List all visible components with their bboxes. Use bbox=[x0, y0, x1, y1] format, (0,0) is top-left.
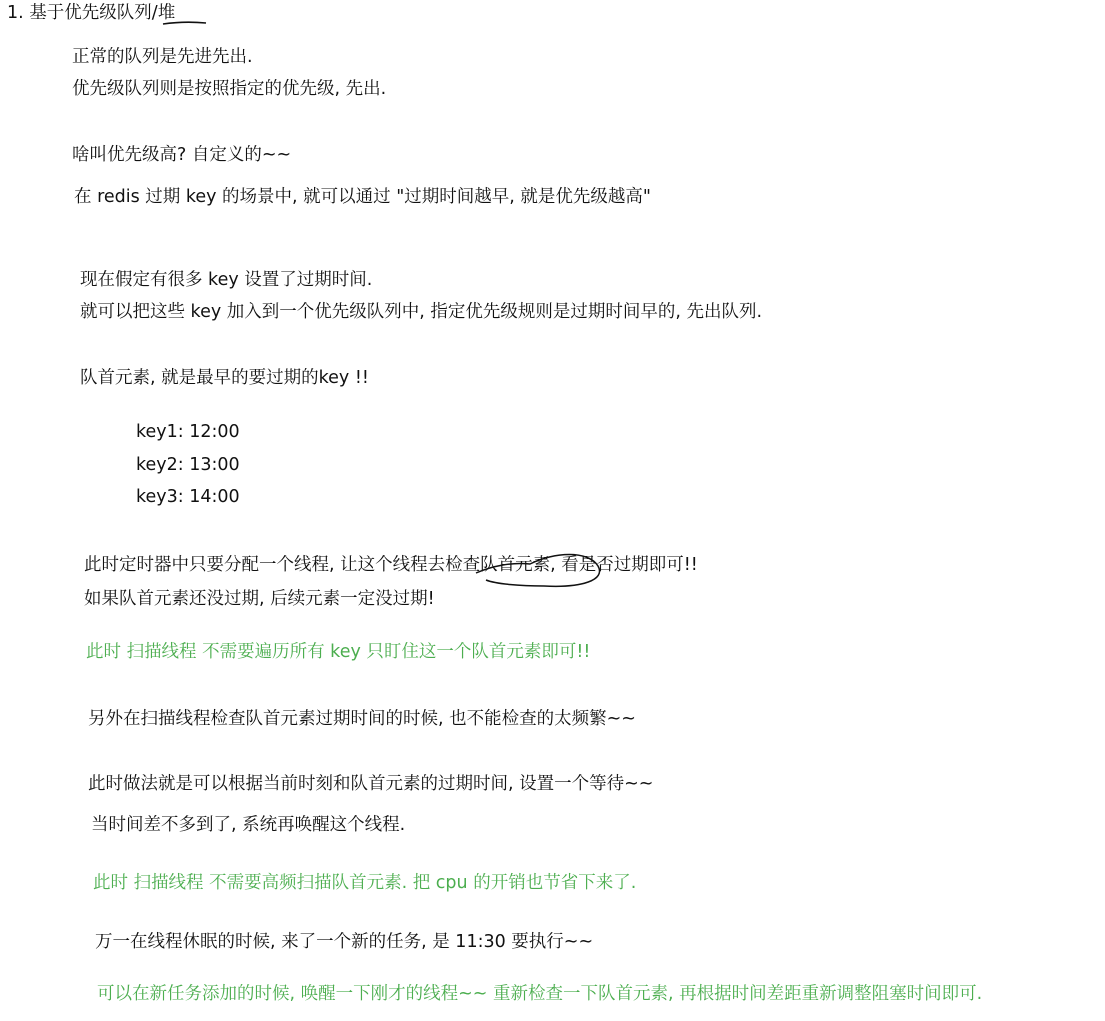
example-key: key1 bbox=[136, 422, 178, 442]
text-line: 正常的队列是先进先出. bbox=[72, 47, 253, 67]
example-key: key2 bbox=[136, 455, 178, 475]
text-line: 如果队首元素还没过期, 后续元素一定没过期! bbox=[84, 589, 435, 609]
heading-title-underlined: 堆 bbox=[157, 3, 176, 23]
text-line: 就可以把这些 key 加入到一个优先级队列中, 指定优先级规则是过期时间早的, 先出队列. bbox=[80, 302, 763, 322]
note-heading bbox=[7, 3, 175, 24]
example-time: 12:00 bbox=[189, 422, 240, 442]
highlight-line: 此时 扫描线程 不需要遍历所有 key 只盯住这一个队首元素即可!! bbox=[86, 642, 591, 662]
example-item: key1: 12:00 bbox=[136, 422, 240, 442]
text-line: 队首元素, 就是最早的要过期的key !! bbox=[80, 368, 369, 388]
highlight-line: 此时 扫描线程 不需要高频扫描队首元素. 把 cpu 的开销也节省下来了. bbox=[93, 873, 637, 893]
highlight-line: 可以在新任务添加的时候, 唤醒一下刚才的线程~~ 重新检查一下队首元素, 再根据时间差距重新调整阻塞时间即可. bbox=[97, 984, 983, 1004]
example-time: 14:00 bbox=[189, 487, 240, 507]
example-item: key3: 14:00 bbox=[136, 487, 240, 507]
text-line: 此时做法就是可以根据当前时刻和队首元素的过期时间, 设置一个等待~~ bbox=[88, 774, 654, 794]
example-item: key2: 13:00 bbox=[136, 455, 240, 475]
text-line: 现在假定有很多 key 设置了过期时间. bbox=[80, 270, 373, 290]
heading-number: 1. bbox=[7, 3, 24, 23]
example-key: key3 bbox=[136, 487, 178, 507]
text-line: 另外在扫描线程检查队首元素过期时间的时候, 也不能检查的太频繁~~ bbox=[88, 709, 636, 729]
text-line: 万一在线程休眠的时候, 来了一个新的任务, 是 11:30 要执行~~ bbox=[95, 932, 594, 952]
text-line: 此时定时器中只要分配一个线程, 让这个线程去检查队首元素, 看是否过期即可!! bbox=[84, 555, 698, 575]
text-line: 在 redis 过期 key 的场景中, 就可以通过 "过期时间越早, 就是优先级越高" bbox=[74, 187, 651, 207]
text-line: 啥叫优先级高? 自定义的~~ bbox=[72, 145, 292, 165]
example-time: 13:00 bbox=[189, 455, 240, 475]
text-line: 当时间差不多到了, 系统再唤醒这个线程. bbox=[91, 815, 406, 835]
text-line: 优先级队列则是按照指定的优先级, 先出. bbox=[72, 79, 387, 99]
heading-title: 基于优先级队列/ bbox=[29, 3, 158, 23]
